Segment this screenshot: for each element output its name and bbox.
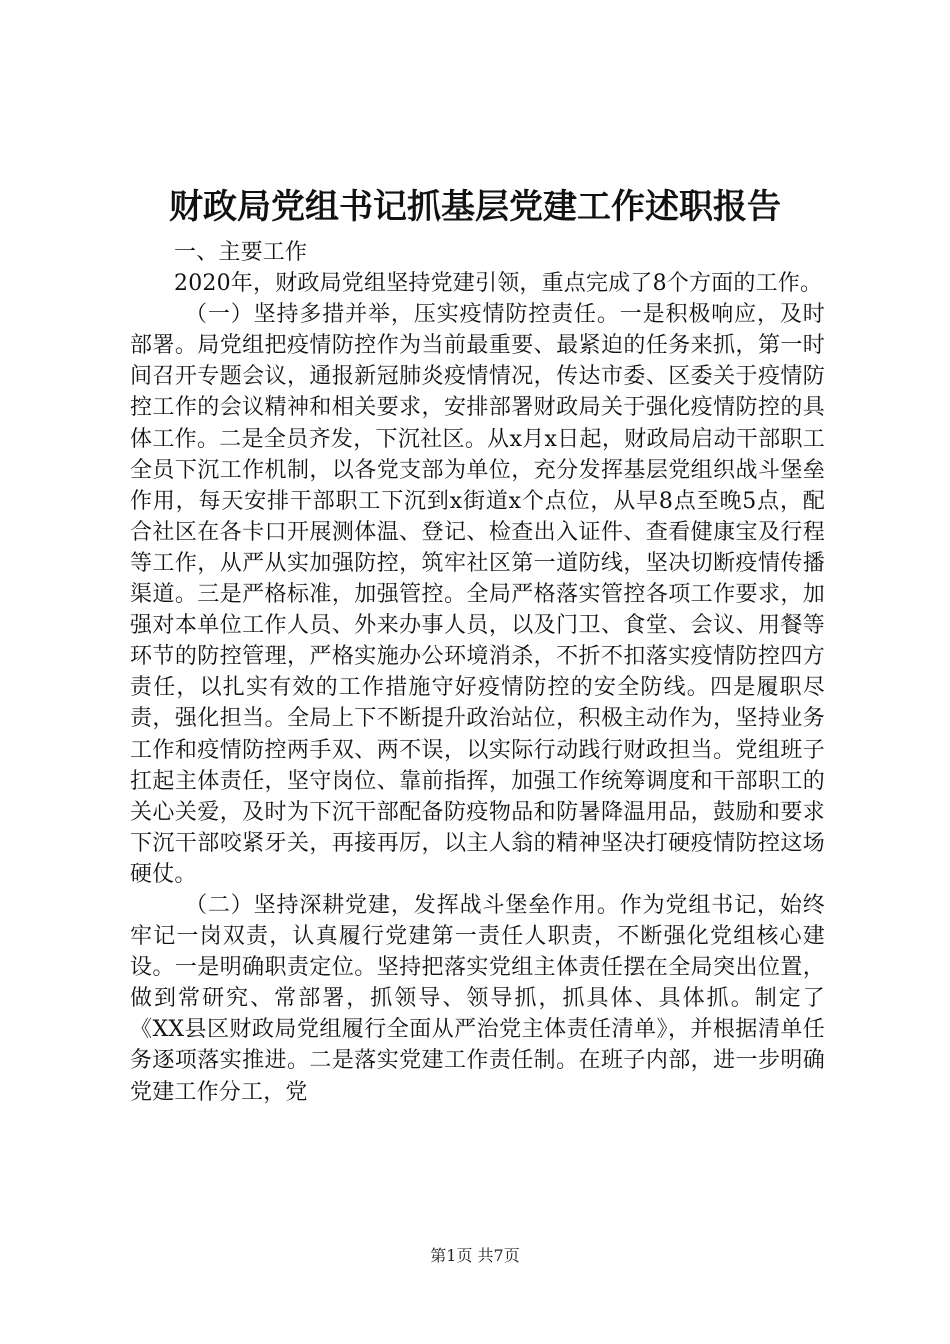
- page-footer: 第1页 共7页: [430, 1246, 520, 1265]
- document-body: [130, 237, 825, 1108]
- paragraph-section-1: （一）坚持多措并举，压实疫情防控责任。一是积极响应，及时部署。局党组把疫情防控作为当前最重要、最紧迫的任务来抓，第一时间召开专题会议，通报新冠肺炎疫情情况，传达市委、区委关于疫情防控工作的会议精神和相关要求，安排部署财政局关于强化疫情防控的具体工作。二是全员齐发，下沉社区。从x月x日起，财政局启动干部职工全员下沉工作机制，以各党支部为单位，充分发挥基层党组织战斗堡垒作用，每天安排干部职工下沉到x街道x个点位，从早8点至晚5点，配合社区在各卡口开展测体温、登记、检查出入证件、查看健康宝及行程等工作，从严从实加强防控，筑牢社区第一道防线，坚决切断疫情传播渠道。三是严格标准，加强管控。全局严格落实管控各项工作要求，加强对本单位工作人员、外来办事人员，以及门卫、食堂、会议、用餐等环节的防控管理，严格实施办公环境消杀，不折不扣落实疫情防控四方责任，以扎实有效的工作措施守好疫情防控的安全防线。四是履职尽责，强化担当。全局上下不断提升政治站位，积极主动作为，坚持业务工作和疫情防控两手双、两不误，以实际行动践行财政担当。党组班子扛起主体责任，坚守岗位、靠前指挥，加强工作统筹调度和干部职工的关心关爱，及时为下沉干部配备防疫物品和防暑降温用品，鼓励和要求下沉干部咬紧牙关，再接再厉，以主人翁的精神坚决打硬疫情防控这场硬仗。: [130, 302, 825, 887]
- section-heading: 一、主要工作: [174, 240, 308, 265]
- document-title: 财政局党组书记抓基层党建工作述职报告: [169, 187, 781, 227]
- paragraph-section-2: （二）坚持深耕党建，发挥战斗堡垒作用。作为党组书记，始终牢记一岗双责，认真履行党建第一责任人职责，不断强化党组核心建设。一是明确职责定位。坚持把落实党组主体责任摆在全局突出位置，做到常研究、常部署，抓领导、领导抓，抓具体、具体抓。制定了《XX县区财政局党组履行全面从严治党主体责任清单》，并根据清单任务逐项落实推进。二是落实党建工作责任制。在班子内部，进一步明确党建工作分工，党: [130, 892, 825, 1105]
- paragraph-intro: 2020年，财政局党组坚持党建引领，重点完成了8个方面的工作。: [174, 271, 823, 297]
